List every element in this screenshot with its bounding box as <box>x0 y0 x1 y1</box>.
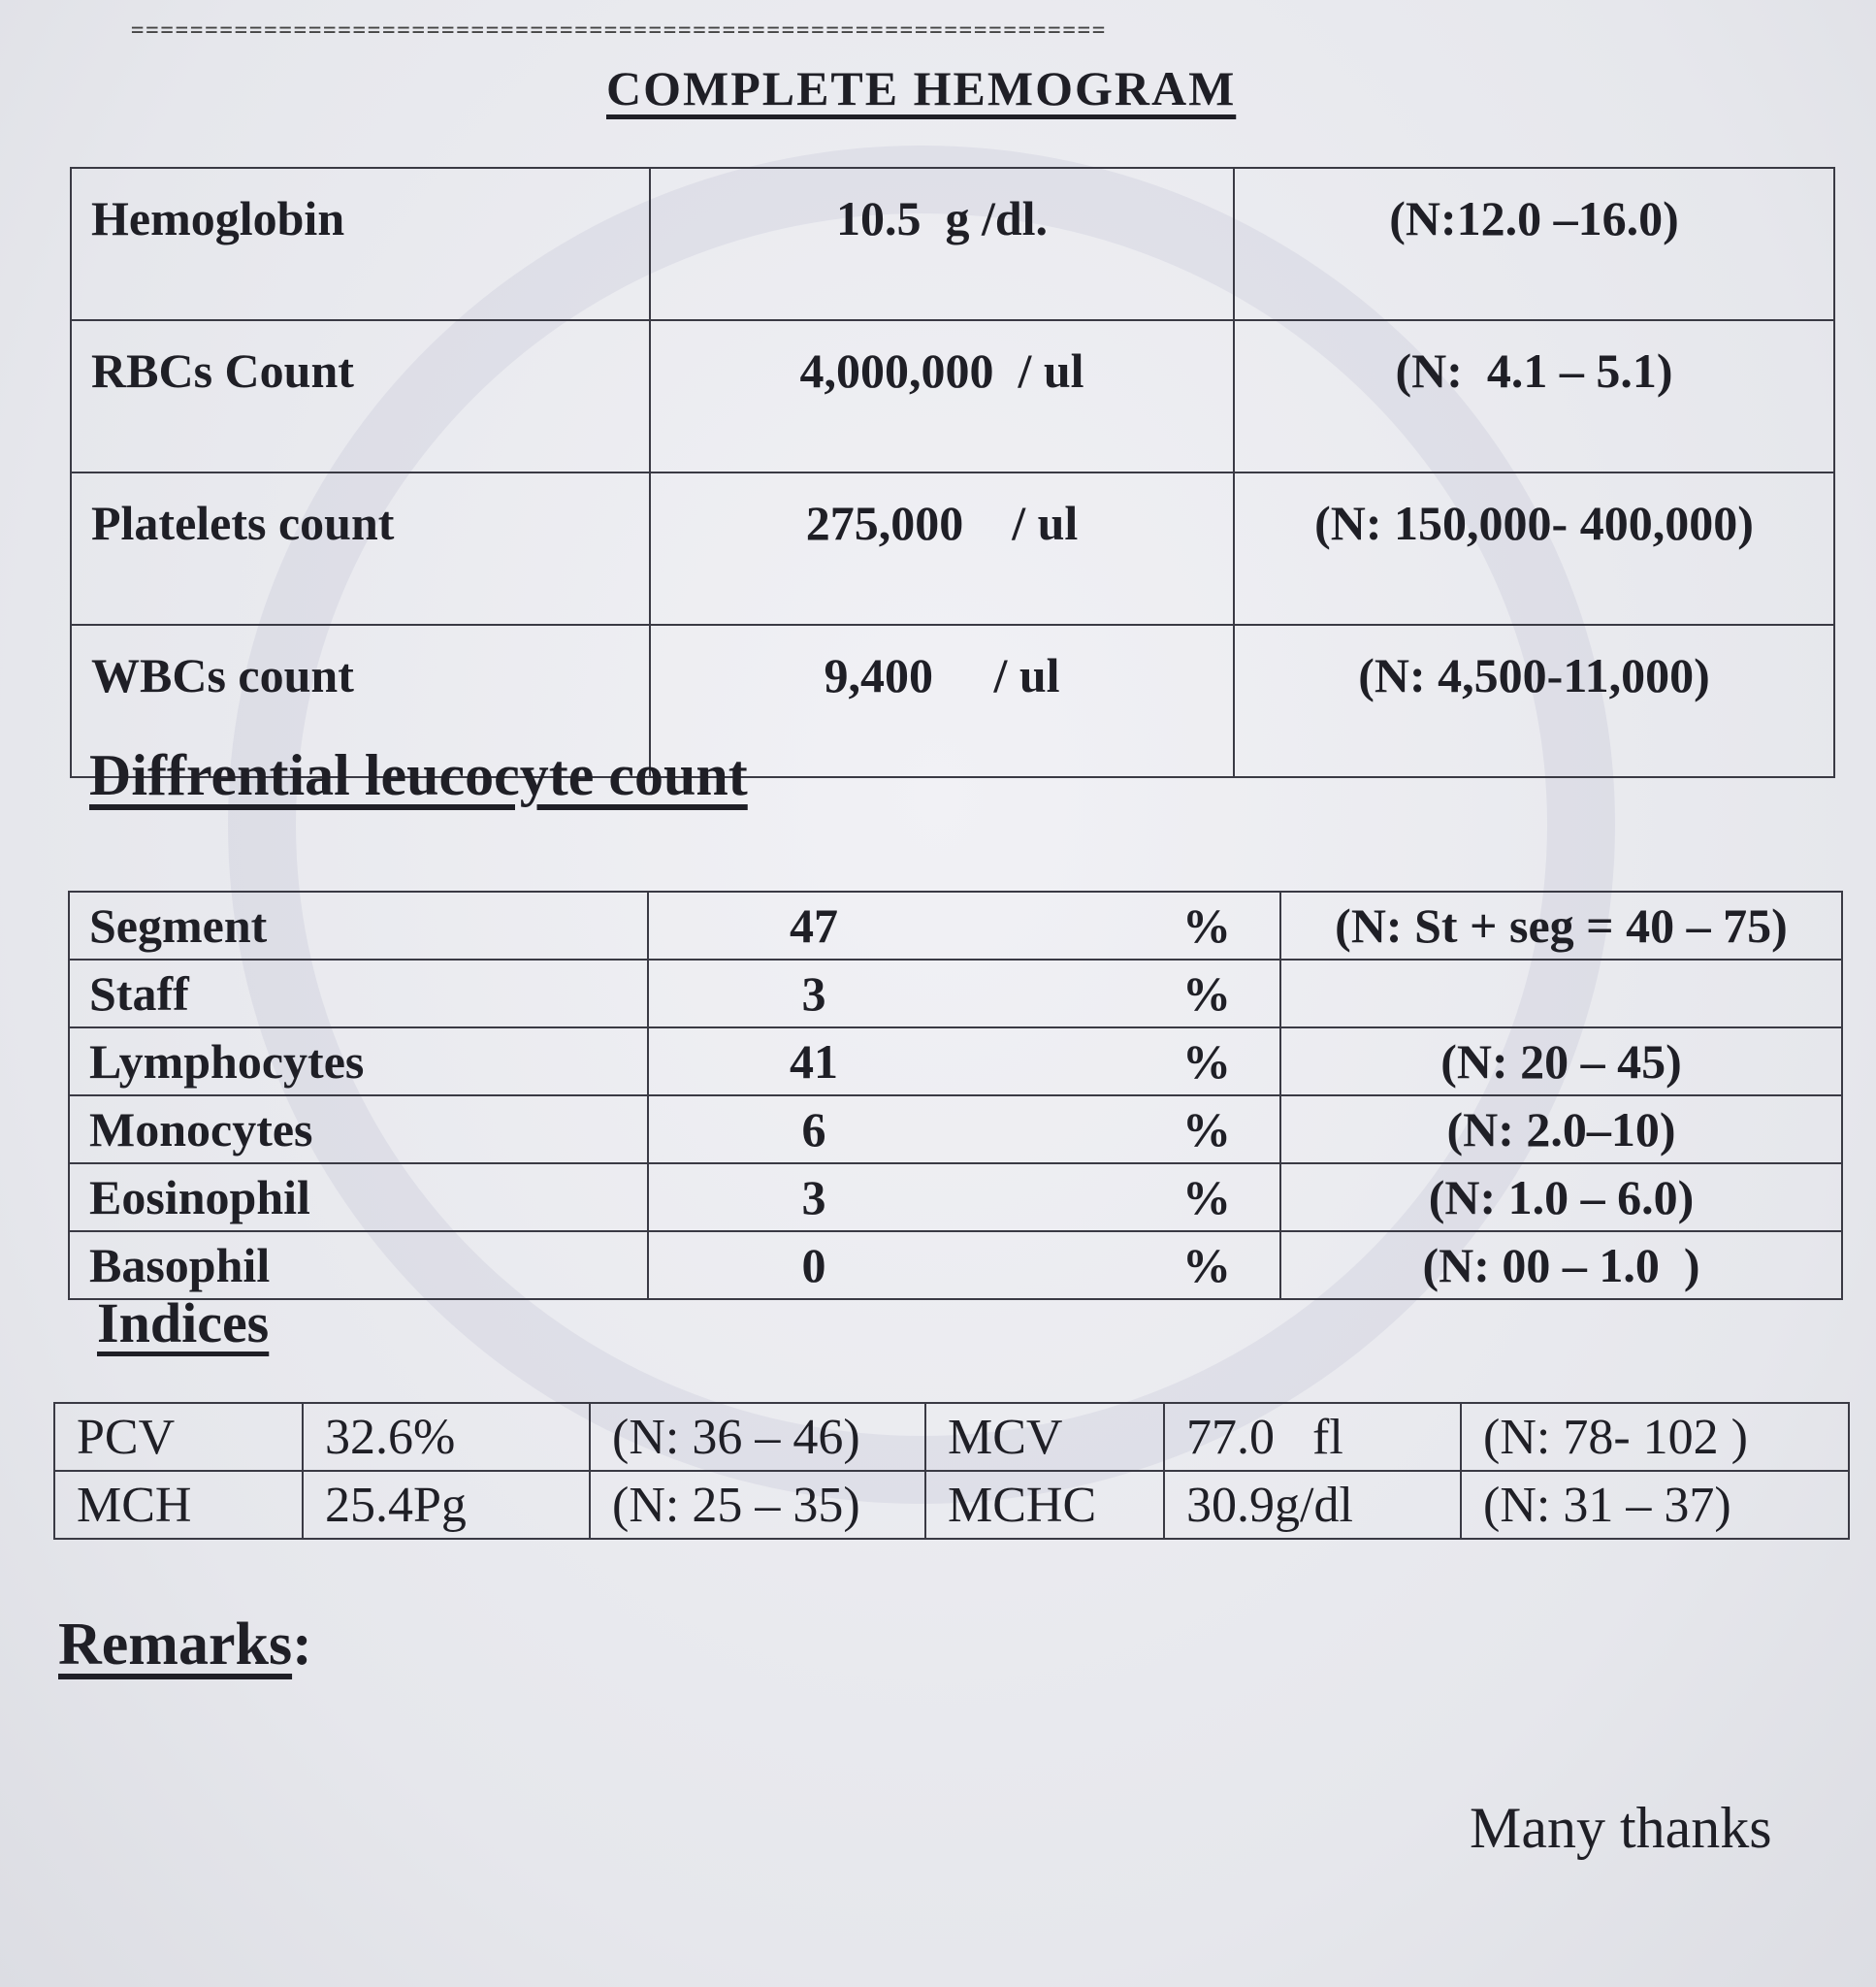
closing-note: Many thanks <box>1470 1796 1772 1860</box>
cell-value: 0 <box>648 1231 979 1299</box>
header-separator: ================================================================== <box>131 21 1108 43</box>
cell-value: 47 <box>648 892 979 960</box>
report-title: COMPLETE HEMOGRAM <box>606 61 1237 115</box>
remarks-text: Remarks <box>58 1612 293 1678</box>
test-normal-range: (N: 150,000- 400,000) <box>1234 472 1834 625</box>
cell-value: 3 <box>648 1163 979 1231</box>
cell-unit: % <box>979 892 1280 960</box>
table-row <box>69 1027 1842 1095</box>
test-normal-range: (N: 4.1 – 5.1) <box>1234 320 1834 472</box>
indices-table <box>53 1402 1850 1540</box>
test-name: RBCs Count <box>71 320 650 472</box>
cell-unit: % <box>979 960 1280 1027</box>
table-row <box>71 320 1834 472</box>
table-row <box>71 168 1834 320</box>
cell-unit: % <box>979 1163 1280 1231</box>
index-normal-range: (N: 31 – 37) <box>1461 1471 1849 1539</box>
test-value: 9,400 / ul <box>650 625 1234 777</box>
cell-name: Basophil <box>69 1231 648 1299</box>
test-value: 275,000 / ul <box>650 472 1234 625</box>
cell-normal-range: (N: St + seg = 40 – 75) <box>1280 892 1842 960</box>
test-value: 4,000,000 / ul <box>650 320 1234 472</box>
remarks-colon: : <box>292 1612 312 1678</box>
cell-name: Monocytes <box>69 1095 648 1163</box>
test-value: 10.5 g /dl. <box>650 168 1234 320</box>
table-row <box>69 892 1842 960</box>
cell-name: Staff <box>69 960 648 1027</box>
cell-name: Lymphocytes <box>69 1027 648 1095</box>
cell-value: 6 <box>648 1095 979 1163</box>
index-normal-range: (N: 36 – 46) <box>590 1403 925 1471</box>
table-row <box>71 472 1834 625</box>
test-normal-range: (N: 4,500-11,000) <box>1234 625 1834 777</box>
index-name: MCHC <box>925 1471 1164 1539</box>
test-name: WBCs count <box>71 625 650 777</box>
remarks-label <box>58 1611 312 1679</box>
index-value: 25.4Pg <box>303 1471 590 1539</box>
index-name: MCV <box>925 1403 1164 1471</box>
cell-normal-range: (N: 2.0–10) <box>1280 1095 1842 1163</box>
index-name: MCH <box>54 1471 303 1539</box>
cell-unit: % <box>979 1027 1280 1095</box>
index-value: 32.6% <box>303 1403 590 1471</box>
differential-table <box>68 891 1843 1300</box>
index-value: 30.9g/dl <box>1164 1471 1461 1539</box>
table-row <box>54 1471 1849 1539</box>
table-row <box>69 1163 1842 1231</box>
index-value: 77.0 fl <box>1164 1403 1461 1471</box>
test-name: Hemoglobin <box>71 168 650 320</box>
cell-name: Eosinophil <box>69 1163 648 1231</box>
cell-unit: % <box>979 1231 1280 1299</box>
table-row <box>69 960 1842 1027</box>
index-name: PCV <box>54 1403 303 1471</box>
table-row <box>69 1231 1842 1299</box>
table-row <box>69 1095 1842 1163</box>
cell-normal-range <box>1280 960 1842 1027</box>
table-row <box>54 1403 1849 1471</box>
test-normal-range: (N:12.0 –16.0) <box>1234 168 1834 320</box>
cell-unit: % <box>979 1095 1280 1163</box>
hemogram-table <box>70 167 1835 778</box>
index-normal-range: (N: 25 – 35) <box>590 1471 925 1539</box>
cell-name: Segment <box>69 892 648 960</box>
index-normal-range: (N: 78- 102 ) <box>1461 1403 1849 1471</box>
cell-value: 3 <box>648 960 979 1027</box>
indices-heading: Indices <box>97 1291 270 1354</box>
cell-normal-range: (N: 1.0 – 6.0) <box>1280 1163 1842 1231</box>
cell-normal-range: (N: 20 – 45) <box>1280 1027 1842 1095</box>
differential-heading: Diffrential leucocyte count <box>89 743 748 807</box>
test-name: Platelets count <box>71 472 650 625</box>
cell-value: 41 <box>648 1027 979 1095</box>
cell-normal-range: (N: 00 – 1.0 ) <box>1280 1231 1842 1299</box>
